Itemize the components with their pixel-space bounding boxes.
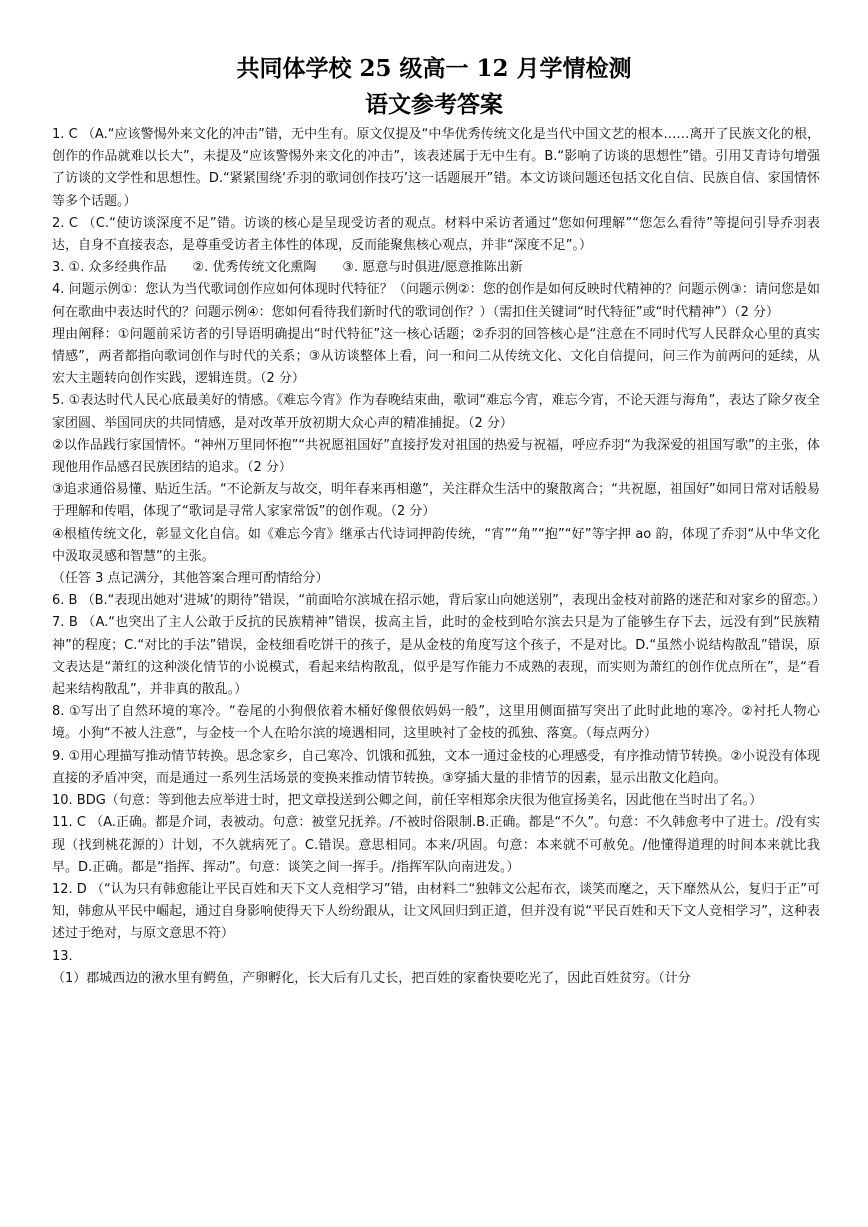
answer-11: 11. C （A.正确。都是介词，表被动。句意：被堂兄抚养。/不被时俗限制.B.正确。都是“不久”。句意：不久韩愈考中了进士。/没有实现（找到桃花源的）计划，不久就病死了。C.错误。意思相同。本来/巩固。句意：本来就不可赦免。/他懂得道理的时间本来就比我早。D.正确。都是“指挥、挥动”。句意：谈笑之间一挥手。/指挥军队向南进发。） bbox=[52, 815, 820, 875]
answer-13-part-1: （1）郡城西边的湫水里有鳄鱼，产卵孵化，长大后有几丈长，把百姓的家畜快要吃光了，因此百姓贫穷。（计分 bbox=[52, 970, 691, 986]
answer-8: 8. ①写出了自然环境的寒冷。“卷尾的小狗偎依着木桶好像偎依妈妈一般”，这里用侧面描写突出了此时此地的寒冷。②衬托人物心境。小狗“不被人注意”，与金枝一个人在哈尔滨的境遇相同，这里映衬了金枝的孤独、落寞。（每点两分） bbox=[52, 704, 820, 742]
answer-7: 7. B （A.“也突出了主人公敢于反抗的民族精神”错误，拔高主旨，此时的金枝到哈尔滨去只是为了能够生存下去，远没有到“民族精神”的程度；C.“对比的手法”错误，金枝细看吃饼干的孩子，是从金枝的角度写这个孩子，不是对比。D.“虽然小说结构散乱”错误，原文表达是“萧红的这种淡化情节的小说模式，看起来结构散乱，似乎是写作能力不成熟的表现，而实则为萧红的创作优点所在”，是“看起来结构散乱”，并非真的散乱。） bbox=[52, 615, 820, 698]
answer-5-point-3: ③追求通俗易懂、贴近生活。“不论新友与故交，明年春来再相邀”，关注群众生活中的聚散离合；“共祝愿，祖国好”如同日常对话般易于理解和传唱，体现了“歌词是寻常人家家常饭”的创作观。（2 分） bbox=[52, 482, 820, 520]
answer-5-point-4: ④根植传统文化，彰显文化自信。如《难忘今宵》继承古代诗词押韵传统，“宵”“角”“抱”“好”等字押 ao 韵，体现了乔羽“从中华文化中汲取灵感和智慧”的主张。 bbox=[52, 526, 820, 564]
answer-4: 4. 问题示例①：您认为当代歌词创作应如何体现时代特征？（问题示例②：您的创作是如何反映时代精神的？问题示例③：请问您是如何在歌曲中表达时代的？问题示例④：您如何看待我们新时代的歌词创作？）（需扣住关键词“时代特征”或“时代精神”）（2 分） bbox=[52, 282, 820, 320]
answer-5-point-2: ②以作品践行家国情怀。“神州万里同怀抱”“共祝愿祖国好”直接抒发对祖国的热爱与祝福，呼应乔羽“为我深爱的祖国写歌”的主张，体现他用作品感召民族团结的追求。（2 分） bbox=[52, 437, 820, 476]
answer-list bbox=[52, 124, 826, 990]
answer-5-point-1: 5. ①表达时代人民心底最美好的情感。《难忘今宵》作为春晚结束曲，歌词“难忘今宵，难忘今宵，不论天涯与海角”，表达了除夕夜全家团圆、举国同庆的共同情感，是对改革开放初期大众心声的精准捕捉。（2 分） bbox=[52, 393, 820, 431]
document-title: 共同体学校 25 级高一 12 月学情检测 bbox=[236, 55, 632, 82]
answer-9: 9. ①用心理描写推动情节转换。思念家乡，自己寒冷、饥饿和孤独，文本一通过金枝的心理感受，有序推动情节转换。②小说没有体现直接的矛盾冲突，而是通过一系列生活场景的变换来推动情节转换。③穿插大量的非情节的因素，显示出散文化趋向。 bbox=[52, 748, 820, 786]
answer-2: 2. C （C.“使访谈深度不足”错。访谈的核心是呈现受访者的观点。材料中采访者通过“您如何理解”“您怎么看待”等提问引导乔羽表达，自身不直接表态，是尊重受访者主体性的体现，反而能聚焦核心观点，并非“深度不足”。） bbox=[52, 215, 820, 254]
answer-10: 10. BDG（句意：等到他去应举进士时，把文章投送到公卿之间，前任宰相郑余庆很为他宣扬美名，因此他在当时出了名。） bbox=[52, 793, 763, 809]
answer-5-scoring-note: （任答 3 点记满分，其他答案合理可酌情给分） bbox=[52, 571, 329, 587]
answer-13-heading: 13. bbox=[52, 948, 73, 964]
answer-12: 12. D （“认为只有韩愈能让平民百姓和天下文人竞相学习”错，由材料二“独韩文公起布衣，谈笑而麾之，天下靡然从公，复归于正”可知，韩愈从平民中崛起，通过自身影响使得天下人纷纷跟从，让文风回归到正道，但并没有说“平民百姓和天下文人竞相学习”，这种表述过于绝对，与原文意思不符） bbox=[52, 881, 820, 942]
document-subtitle: 语文参考答案 bbox=[365, 91, 503, 118]
answer-3: 3. ①. 众多经典作品 ②. 优秀传统文化熏陶 ③. 愿意与时俱进/愿意推陈出新 bbox=[52, 260, 523, 276]
answer-1: 1. C （A.“应该警惕外来文化的冲击”错，无中生有。原文仅提及“中华优秀传统文化是当代中国文艺的根本……离开了民族文化的根，创作的作品就难以长大”，未提及“应该警惕外来文化的冲击”，该表述属于无中生有。B.“影响了访谈的思想性”错。引用艾青诗句增强了访谈的文学性和思想性。D.“紧紧围绕‘乔羽的歌词创作技巧’这一话题展开”错。本文访谈问题还包括文化自信、民族自信、家国情怀等多个话题。） bbox=[52, 127, 820, 209]
answer-4-reason: 理由阐释：①问题前采访者的引导语明确提出“时代特征”这一核心话题；②乔羽的回答核心是“注意在不同时代写人民群众心里的真实情感”，两者都指向歌词创作与时代的关系；③从访谈整体上看，问一和问二从传统文化、文化自信提问，问三作为前两问的延续，从宏大主题转向创作实践，逻辑连贯。（2 分） bbox=[52, 326, 820, 387]
answer-6: 6. B （B.“表现出她对‘进城’的期待”错误，“前面哈尔滨城在招示她，背后家山向她送别”，表现出金枝对前路的迷茫和对家乡的留恋。） bbox=[52, 593, 826, 609]
